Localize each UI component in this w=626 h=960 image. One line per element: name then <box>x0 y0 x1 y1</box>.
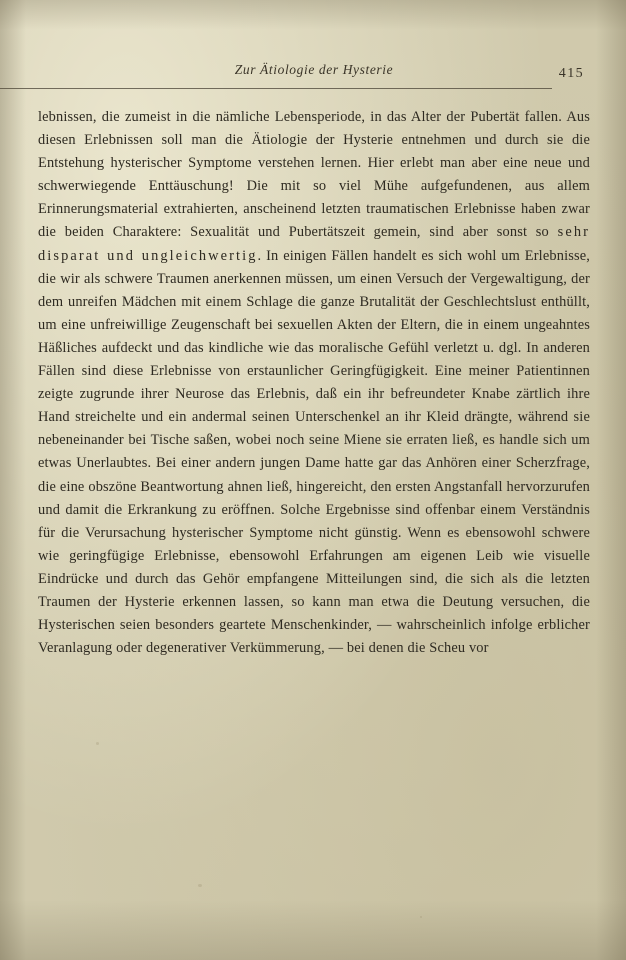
paper-speckle <box>420 916 422 918</box>
body-part-1: lebnissen, die zumeist in die nämliche Lebensperiode, in das Alter der Pubertät fallen. Aus diesen Erlebnissen soll man die Ätiologie der Hysterie entnehmen und durch sie die Entstehung hysterischer Symptome verstehen lernen. Hier erlebt man aber eine neue und schwerwiegende Enttäuschung! Die mit so viel Mühe aufgefundenen, aus allem Erinnerungsmaterial extrahierten, anscheinend letzten traumatischen Erlebnisse haben zwar die beiden Charaktere: Sexualität und Pubertätszeit gemein, sind aber sonst so <box>38 109 590 241</box>
body-paragraph <box>38 106 590 660</box>
body-text <box>38 106 590 660</box>
paper-speckle <box>96 742 99 745</box>
page-edge-shadow-bottom <box>0 900 626 960</box>
body-emphasis-spaced: sehr disparat und ungleichwertig <box>38 224 590 264</box>
body-part-2: . In einigen Fällen handelt es sich wohl um Erlebnisse, die wir als schwere Traumen anerkennen müssen, um einen Versuch der Vergewaltigung, der dem unreifen Mädchen mit einem Schlage die ganze Brutalität der Geschlechtslust enthüllt, um eine unfreiwillige Zeugenschaft bei sexuellen Akten der Eltern, die in einem ungeahntes Häßliches aufdeckt und das kindliche wie das moralische Gefühl verletzt u. dgl. In anderen Fällen sind diese Erlebnisse von erstaunlicher Geringfügigkeit. Eine meiner Patientinnen zeigte zugrunde ihrer Neurose das Erlebnis, daß ein ihr befreundeter Knabe zärtlich ihre Hand streichelte und ein andermal seinen Unterschenkel an ihr Kleid drängte, während sie nebeneinander bei Tische saßen, wobei noch seine Miene sie erraten ließ, es handle sich um etwas Unerlaubtes. Bei einer andern jungen Dame hatte gar das Anhören einer Scherzfrage, die eine obszöne Beantwortung ahnen ließ, hingereicht, den ersten Angstanfall hervorzurufen und damit die Erkrankung zu eröffnen. Solche Ergebnisse sind offenbar einem Verständnis für die Verursachung hysterischer Symptome nicht günstig. Wenn es ebensowohl schwere wie geringfügige Erlebnisse, ebensowohl Erfahrungen am eigenen Leib wie visuelle Eindrücke und durch das Gehör empfangene Mitteilungen sind, die sich als die letzten Traumen der Hysterie erkennen lassen, so kann man etwa die Deutung versuchen, die Hysterischen seien besonders geartete Menschenkinder, — wahrscheinlich infolge erblicher Veranlagung oder degenerativer Verkümmerung, — bei denen die Scheu vor <box>38 247 590 657</box>
header-row <box>38 62 590 88</box>
page-edge-shadow-left <box>0 0 26 960</box>
page-header <box>38 62 590 88</box>
paper-speckle <box>198 884 202 887</box>
page-number: 415 <box>558 66 584 81</box>
running-title: Zur Ätiologie der Hysterie <box>234 62 394 77</box>
page-edge-shadow-right <box>596 0 626 960</box>
page-edge-shadow-top <box>0 0 626 30</box>
header-rule <box>0 88 552 89</box>
